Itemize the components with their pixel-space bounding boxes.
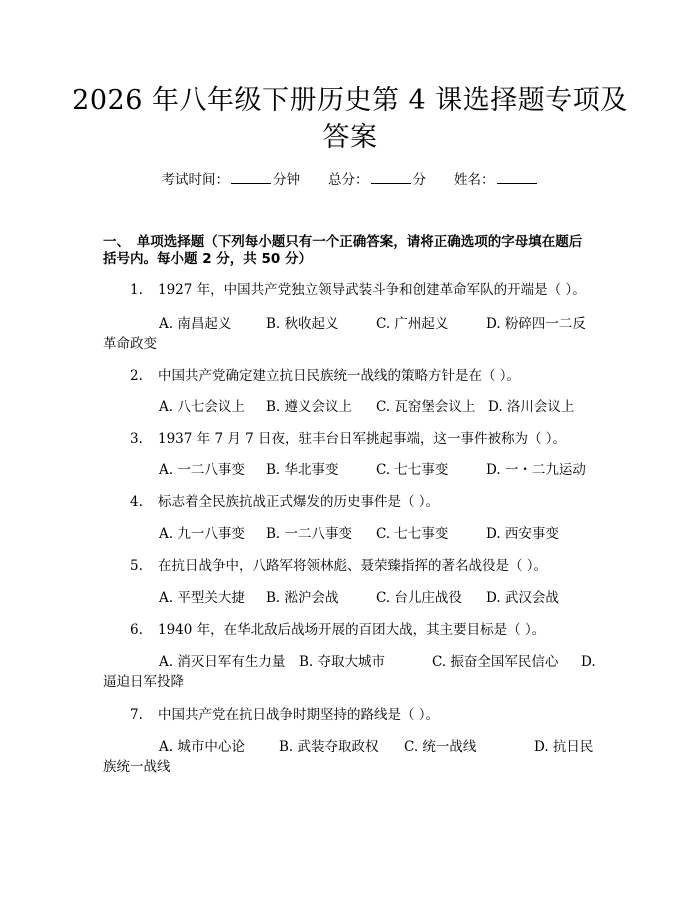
exam-time-unit: 分钟 <box>273 172 300 188</box>
exam-score-unit: 分 <box>412 172 426 188</box>
document-title-line2: 答案 <box>322 122 378 153</box>
question-1-option-d-wrap: 革命政变 <box>103 336 157 352</box>
exam-time-label: 考试时间： <box>161 172 229 188</box>
option-b: B. 华北事变 <box>266 462 339 478</box>
exam-time-blank <box>231 169 271 184</box>
question-2 <box>130 366 610 386</box>
option-d: D. 武汉会战 <box>486 590 559 606</box>
section-heading-line2: 括号内。每小题 2 分，共 50 分） <box>103 251 312 267</box>
option-d: D. 抗日民 <box>534 739 594 755</box>
exam-info <box>0 169 700 190</box>
question-6 <box>130 620 610 640</box>
question-text: 在抗日战争中，八路军将领林彪、聂荣臻指挥的著名战役是（ ）。 <box>158 558 548 574</box>
option-a: A. 一二八事变 <box>159 462 245 478</box>
option-c: C. 七七事变 <box>376 526 449 542</box>
option-b: B. 夺取大城市 <box>299 654 386 670</box>
option-b: B. 淞沪会战 <box>266 590 339 606</box>
option-d: D. 一・二九运动 <box>486 462 586 478</box>
question-4 <box>130 492 610 512</box>
student-name-blank <box>497 169 537 184</box>
option-c: C. 七七事变 <box>376 462 449 478</box>
option-a: A. 城市中心论 <box>159 739 245 755</box>
option-a: A. 九一八事变 <box>159 526 245 542</box>
option-c: C. 统一战线 <box>404 739 477 755</box>
option-a: A. 南昌起义 <box>159 316 232 332</box>
option-b: B. 秋收起义 <box>266 316 339 332</box>
option-d: D. 西安事变 <box>486 526 559 542</box>
document-title-line1: 2026 年八年级下册历史第 4 课选择题专项及 <box>72 85 628 116</box>
option-b: B. 武装夺取政权 <box>279 739 379 755</box>
question-7-option-d-wrap: 族统一战线 <box>103 759 171 775</box>
question-text: 中国共产党在抗日战争时期坚持的路线是（ ）。 <box>158 707 440 723</box>
option-c: C. 振奋全国军民信心 <box>432 654 559 670</box>
question-text: 1927 年，中国共产党独立领导武装斗争和创建革命军队的开端是（ ）。 <box>158 282 586 298</box>
option-d: D. <box>581 654 596 670</box>
question-number: 2. <box>130 368 143 384</box>
question-number: 1. <box>130 282 143 298</box>
option-a: A. 八七会议上 <box>159 399 245 415</box>
option-c: C. 广州起义 <box>376 316 449 332</box>
option-d: D. 粉碎四一二反 <box>486 316 586 332</box>
question-6-option-d-wrap: 逼迫日军投降 <box>103 674 184 690</box>
option-b: B. 遵义会议上 <box>266 399 353 415</box>
option-c: C. 瓦窑堡会议上 <box>376 399 476 415</box>
exam-score-blank <box>371 169 411 184</box>
question-number: 3. <box>130 431 143 447</box>
option-d: D. 洛川会议上 <box>488 399 575 415</box>
exam-score-label: 总分： <box>328 172 369 188</box>
option-b: B. 一二八事变 <box>266 526 353 542</box>
student-name-label: 姓名： <box>454 172 495 188</box>
question-7 <box>130 705 610 725</box>
question-text: 中国共产党确定建立抗日民族统一战线的策略方针是在（ ）。 <box>158 368 521 384</box>
question-text: 1937 年 7 月 7 日夜，驻丰台日军挑起事端，这一事件被称为（ ）。 <box>158 431 567 447</box>
question-number: 4. <box>130 494 143 510</box>
question-text: 标志着全民族抗战正式爆发的历史事件是（ ）。 <box>158 494 440 510</box>
question-number: 6. <box>130 622 143 638</box>
question-text: 1940 年，在华北敌后战场开展的百团大战，其主要目标是（ ）。 <box>158 622 546 638</box>
option-a: A. 消灭日军有生力量 <box>159 654 286 670</box>
question-3 <box>130 429 610 449</box>
section-heading-line1: 一、 单项选择题（下列每小题只有一个正确答案，请将正确选项的字母填在题后 <box>103 234 583 250</box>
question-5 <box>130 556 610 576</box>
question-number: 7. <box>130 707 143 723</box>
question-number: 5. <box>130 558 143 574</box>
option-a: A. 平型关大捷 <box>159 590 245 606</box>
option-c: C. 台儿庄战役 <box>376 590 462 606</box>
question-1 <box>130 280 610 300</box>
